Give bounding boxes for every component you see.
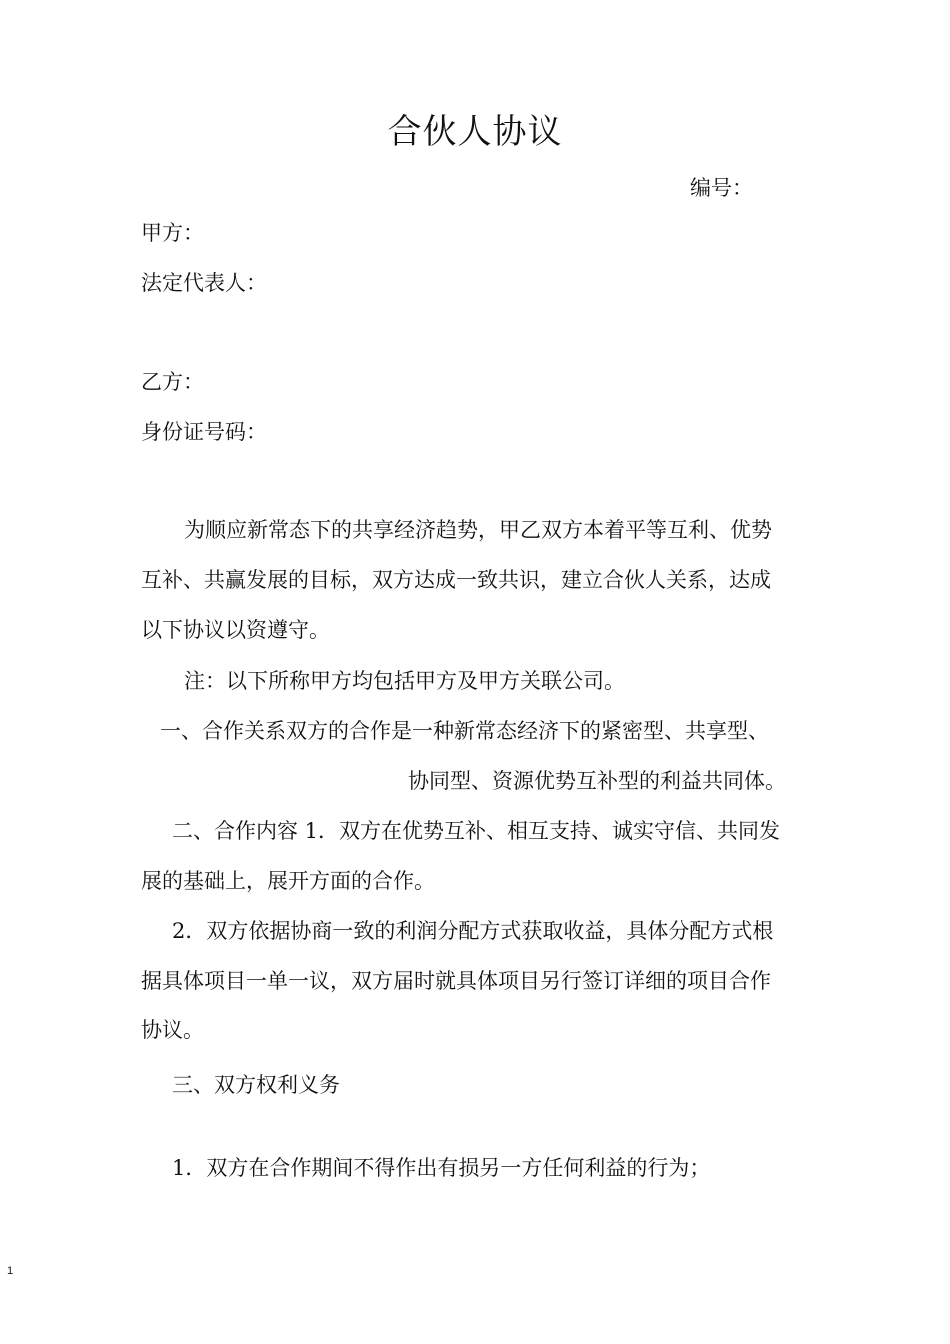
intro-line-1: 为顺应新常态下的共享经济趋势，甲乙双方本着平等互利、优势 xyxy=(184,518,772,542)
section1-line-1: 一、合作关系双方的合作是一种新常态经济下的紧密型、共享型、 xyxy=(160,719,769,743)
intro-line-3: 以下协议以资遵守。 xyxy=(141,618,330,642)
section2-item2-line-3: 协议。 xyxy=(141,1018,204,1042)
section3-heading: 三、双方权利义务 xyxy=(172,1073,340,1097)
section3-item1: 1．双方在合作期间不得作出有损另一方任何利益的行为； xyxy=(172,1156,711,1180)
note-line: 注：以下所称甲方均包括甲方及甲方关联公司。 xyxy=(184,669,625,693)
id-number-label: 身份证号码： xyxy=(141,420,267,444)
party-b-label: 乙方： xyxy=(141,370,204,394)
section2-line-2: 展的基础上，展开方面的合作。 xyxy=(141,869,435,893)
section2-item2-line-2: 据具体项目一单一议，双方届时就具体项目另行签订详细的项目合作 xyxy=(141,969,771,993)
section2-item2-line-1: 2．双方依据协商一致的利润分配方式获取收益，具体分配方式根 xyxy=(172,919,774,943)
section2-line-1: 二、合作内容 1．双方在优势互补、相互支持、诚实守信、共同发 xyxy=(172,819,781,843)
page-number: 1 xyxy=(7,1265,14,1277)
intro-line-2: 互补、共赢发展的目标，双方达成一致共识，建立合伙人关系，达成 xyxy=(141,568,771,592)
section1-line-2: 协同型、资源优势互补型的利益共同体。 xyxy=(408,769,786,793)
legal-rep-label: 法定代表人： xyxy=(141,271,267,295)
number-label: 编号： xyxy=(690,176,753,200)
document-title: 合伙人协议 xyxy=(387,112,563,152)
party-a-label: 甲方： xyxy=(141,221,204,245)
